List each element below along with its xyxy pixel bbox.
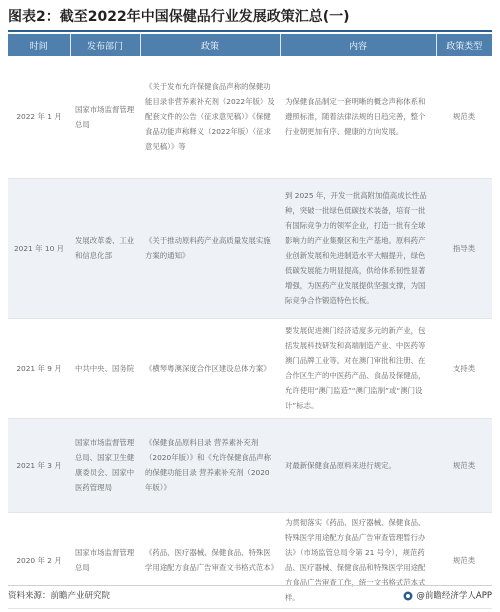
cell-time: 2022 年 1 月 <box>8 56 70 178</box>
table-header-row <box>8 34 492 56</box>
table-row <box>8 418 492 512</box>
cell-dept: 国家市场监督管理总局 <box>70 56 140 178</box>
cell-dept: 国家市场监督管理总局 <box>70 512 140 608</box>
cell-policy: 《横琴粤澳深度合作区建设总体方案》 <box>140 318 280 418</box>
cell-dept: 国家市场监督管理总局、国家卫生健康委员会、国家中医药管理局 <box>70 418 140 512</box>
header-type: 政策类型 <box>436 34 492 56</box>
header-dept: 发布部门 <box>70 34 140 56</box>
cell-content: 到 2025 年，开发一批高附加值高成长性品种，突破一批绿色低碳技术装备，培育一批有国际竞争力的领军企业，打造一批有全球影响力的产业集聚区和生产基地。原料药产业创新发展和先进制造水平大幅提升，绿色低碳发展能力明显提高，供给体系韧性显著增强，为医药产业发展提供坚强支撑，为国际竞争合作锻造特色长板。 <box>280 178 436 318</box>
cell-time: 2021 年 10 月 <box>8 178 70 318</box>
cell-content: 为保健食品制定一套明晰的概念声称体系和遵照标准，随着法律法规的日趋完善，整个行业朝更加有序、健康的方向发展。 <box>280 56 436 178</box>
cell-type: 规范类 <box>436 56 492 178</box>
cell-policy: 《保健食品原料目录 营养素补充剂（2020年版）》和《允许保健食品声称的保健功能目录 营养素补充剂（2020年版）》 <box>140 418 280 512</box>
cell-type: 规范类 <box>436 418 492 512</box>
footer <box>8 585 492 606</box>
page-title: 图表2：截至2022年中国保健品行业发展政策汇总(一) <box>8 4 492 32</box>
header-time: 时间 <box>8 34 70 56</box>
cell-policy: 《关于发布允许保健食品声称的保健功能目录非营养素补充剂（2022年版）及配套文件的公告（征求意见稿）》《保健食品功能声称释义（2022年版）（征求意见稿）》等 <box>140 56 280 178</box>
cell-type: 指导类 <box>436 178 492 318</box>
cell-time: 2021 年 9 月 <box>8 318 70 418</box>
table-row <box>8 178 492 318</box>
brand-text: @前瞻经济学人APP <box>416 591 492 601</box>
cell-content: 为贯彻落实《药品、医疗器械、保健食品、特殊医学用途配方食品广告审查管理暂行办法》（市场监管总局令第 21 号令），规范药品、医疗器械、保健食品和特殊医学用途配方食品广告审查工作，统一文书格式范本式样。 <box>280 512 436 608</box>
cell-time: 2021 年 3 月 <box>8 418 70 512</box>
cell-dept: 中共中央、国务院 <box>70 318 140 418</box>
table-row <box>8 318 492 418</box>
cell-type: 规范类 <box>436 512 492 608</box>
cell-dept: 发展改革委、工业和信息化部 <box>70 178 140 318</box>
header-content: 内容 <box>280 34 436 56</box>
cell-content: 要发展促进澳门经济适度多元的新产业，包括发展科技研发和高端制造产业、中医药等澳门品牌工业等。对在澳门审批和注册、在合作区生产的中医药产品、食品及保健品，允许使用“澳门监造”“澳门监制”或“澳门设计”标志。 <box>280 318 436 418</box>
cell-time: 2020 年 2 月 <box>8 512 70 608</box>
source-note: 资料来源：前瞻产业研究院 <box>8 591 111 601</box>
cell-policy: 《药品、医疗器械、保健食品、特殊医学用途配方食品广告审查文书格式范本》 <box>140 512 280 608</box>
header-policy: 政策 <box>140 34 280 56</box>
cell-content: 对最新保健食品原料来进行规定。 <box>280 418 436 512</box>
brand-credit <box>403 586 492 606</box>
cell-type: 支持类 <box>436 318 492 418</box>
table-row <box>8 56 492 178</box>
app-logo-icon <box>403 591 413 601</box>
cell-policy: 《关于推动原料药产业高质量发展实施方案的通知》 <box>140 178 280 318</box>
policy-table <box>8 34 492 609</box>
